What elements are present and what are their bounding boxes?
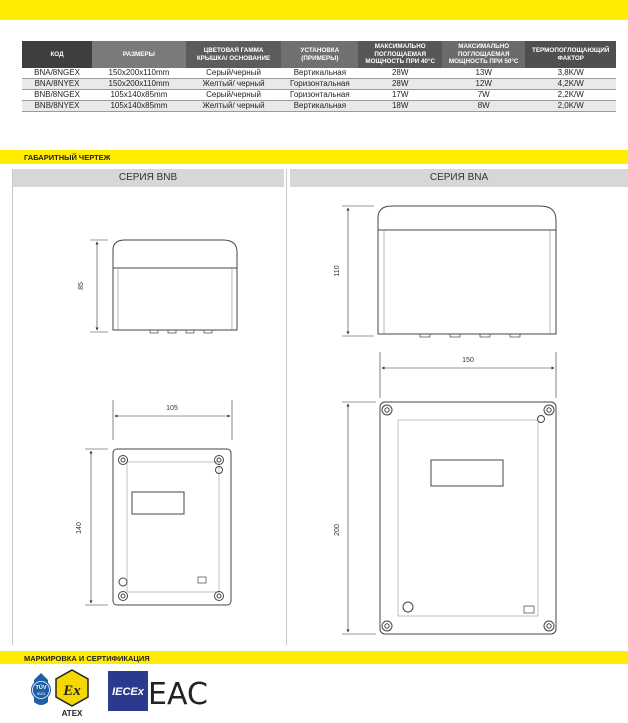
col-header-mounting: УСТАНОВКА (ПРИМЕРЫ): [281, 41, 358, 68]
bna-dim-height-front: 200: [334, 524, 341, 536]
table-cell: Желтый/ черный: [186, 101, 282, 112]
col-header-thermal-factor: ТЕРМОПОГЛОЩАЮЩИЙ ФАКТОР: [525, 41, 616, 68]
table-cell: 105x140x85mm: [92, 90, 186, 101]
bna-side-view: [378, 206, 556, 337]
bna-dim-height-side: 110: [334, 265, 341, 277]
atex-logo: [56, 670, 88, 718]
bnb-dim-height-front: 140: [76, 522, 83, 534]
section-title-drawing: ГАБАРИТНЫЙ ЧЕРТЕЖ: [24, 153, 111, 162]
table-cell: 4,2K/W: [525, 79, 616, 90]
panel-title-bna: СЕРИЯ BNA: [290, 169, 628, 187]
col-header-code: КОД: [22, 41, 92, 68]
atex-ex-symbol: Ex: [63, 683, 81, 699]
bnb-front-view: [113, 449, 231, 605]
table-row: [22, 79, 616, 90]
bna-front-view: [380, 402, 556, 634]
table-cell: Серый/черный: [186, 90, 282, 101]
table-cell: Вертикальная: [281, 68, 358, 79]
table-cell: BNA/8NYEX: [22, 79, 92, 90]
table-cell: 150x200x110mm: [92, 68, 186, 79]
table-cell: BNB/8NGEX: [22, 90, 92, 101]
col-header-dimensions: РАЗМЕРЫ: [92, 41, 186, 68]
table-cell: 28W: [358, 68, 441, 79]
section-title-certification: МАРКИРОВКА И СЕРТИФИКАЦИЯ: [24, 654, 150, 663]
top-accent-bar: [0, 0, 628, 20]
bnb-dim-width: 105: [166, 405, 178, 412]
section-bar-certification: [0, 651, 628, 664]
iecex-logo: [108, 671, 148, 711]
table-cell: 17W: [358, 90, 441, 101]
table-cell: 7W: [442, 90, 525, 101]
table-cell: 150x200x110mm: [92, 79, 186, 90]
table-cell: 105x140x85mm: [92, 101, 186, 112]
bnb-dim-height-side: 85: [78, 282, 85, 290]
table-cell: 13W: [442, 68, 525, 79]
section-bar-drawing: [0, 150, 628, 164]
panel-title-bnb: СЕРИЯ BNB: [12, 169, 284, 187]
table-row: [22, 101, 616, 112]
bnb-side-view: [113, 240, 237, 333]
table-cell: 8W: [442, 101, 525, 112]
col-header-color: ЦВЕТОВАЯ ГАММА КРЫШКА/ ОСНОВАНИЕ: [186, 41, 282, 68]
spec-table: [22, 41, 616, 112]
table-row: [22, 90, 616, 101]
bnb-side-dimension: [90, 240, 108, 332]
table-cell: Вертикальная: [281, 101, 358, 112]
table-cell: Серый/черный: [186, 68, 282, 79]
eac-label: EAC: [148, 677, 208, 712]
table-cell: Желтый/ черный: [186, 79, 282, 90]
table-cell: BNB/8NYEX: [22, 101, 92, 112]
tuv-sud-logo: [31, 673, 51, 705]
table-cell: 12W: [442, 79, 525, 90]
bna-dim-width: 150: [462, 357, 474, 364]
table-cell: 3,8K/W: [525, 68, 616, 79]
bna-side-dimension: [342, 206, 374, 336]
bna-front-height-dimension: [342, 402, 376, 634]
spec-table-header-row: [22, 41, 616, 68]
tuv-logo-top-text: TÜV: [35, 685, 47, 691]
tuv-logo-bottom-text: SÜD: [36, 691, 46, 696]
iecex-label: IECEx: [112, 686, 144, 698]
bnb-front-height-dimension: [85, 449, 108, 605]
table-cell: Горизонтальная: [281, 79, 358, 90]
table-cell: Горизонтальная: [281, 90, 358, 101]
table-row: [22, 68, 616, 79]
atex-label: ATEX: [61, 709, 83, 718]
col-header-power-40: МАКСИМАЛЬНО ПОГЛОЩАЕМАЯ МОЩНОСТЬ ПРИ 40°C: [358, 41, 441, 68]
technical-drawing: [0, 187, 628, 647]
certification-logos: [22, 668, 222, 718]
table-cell: 18W: [358, 101, 441, 112]
col-header-power-50: МАКСИМАЛЬНО ПОГЛОЩАЕМАЯ МОЩНОСТЬ ПРИ 50°C: [442, 41, 525, 68]
eac-logo: [148, 677, 208, 712]
table-cell: 2,0K/W: [525, 101, 616, 112]
table-cell: 28W: [358, 79, 441, 90]
table-cell: 2,2K/W: [525, 90, 616, 101]
table-cell: BNA/8NGEX: [22, 68, 92, 79]
